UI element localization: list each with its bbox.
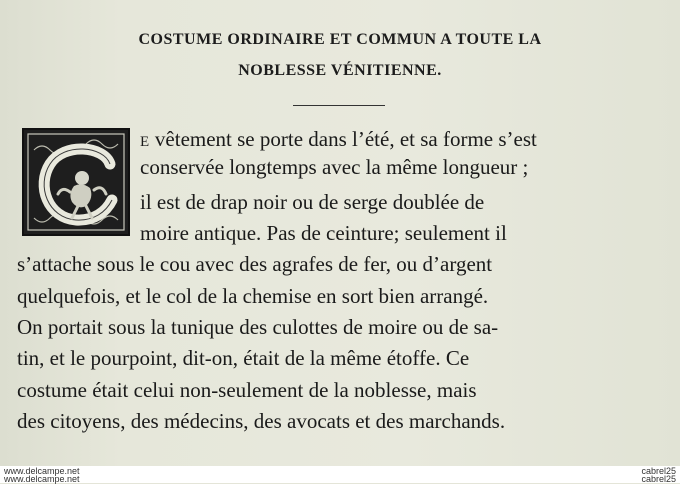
drop-cap-c-icon	[22, 128, 130, 236]
watermark-right-bottom: cabrel25	[641, 474, 676, 484]
body-line-1	[140, 127, 537, 154]
watermark-right-top: cabrel25	[641, 466, 676, 476]
body-line-10: des citoyens, des médecins, des avocats et des marchands.	[17, 409, 506, 433]
body-line-9: costume était celui non-seulement de la noblesse, mais	[17, 378, 477, 402]
body-line-8: tin, et le pourpoint, dit-on, était de la même étoffe. Ce	[17, 346, 470, 370]
body-line-2: conservée longtemps avec la même longueur ;	[140, 155, 529, 179]
heading-line-1: COSTUME ORDINAIRE ET COMMUN A TOUTE LA	[138, 31, 542, 48]
watermark-left-bottom: www.delcampe.net	[4, 474, 80, 484]
body-line-4: moire antique. Pas de ceinture; seulement il	[140, 221, 507, 245]
drop-cap-continuation: E	[140, 134, 150, 150]
heading-line-2: NOBLESSE VÉNITIENNE.	[238, 62, 442, 79]
watermark-left-top: www.delcampe.net	[4, 466, 80, 476]
heading-rule	[293, 105, 385, 106]
body-line-6: quelquefois, et le col de la chemise en sort bien arrangé.	[17, 284, 489, 308]
watermark-footer	[0, 466, 680, 483]
body-line-3: il est de drap noir ou de serge doublée de	[140, 190, 485, 214]
body-line-1-text: vêtement se porte dans l’été, et sa forme s’est	[149, 127, 537, 151]
body-line-7: On portait sous la tunique des culottes de moire ou de sa-	[17, 315, 499, 339]
body-line-5: s’attache sous le cou avec des agrafes de fer, ou d’argent	[17, 252, 493, 276]
